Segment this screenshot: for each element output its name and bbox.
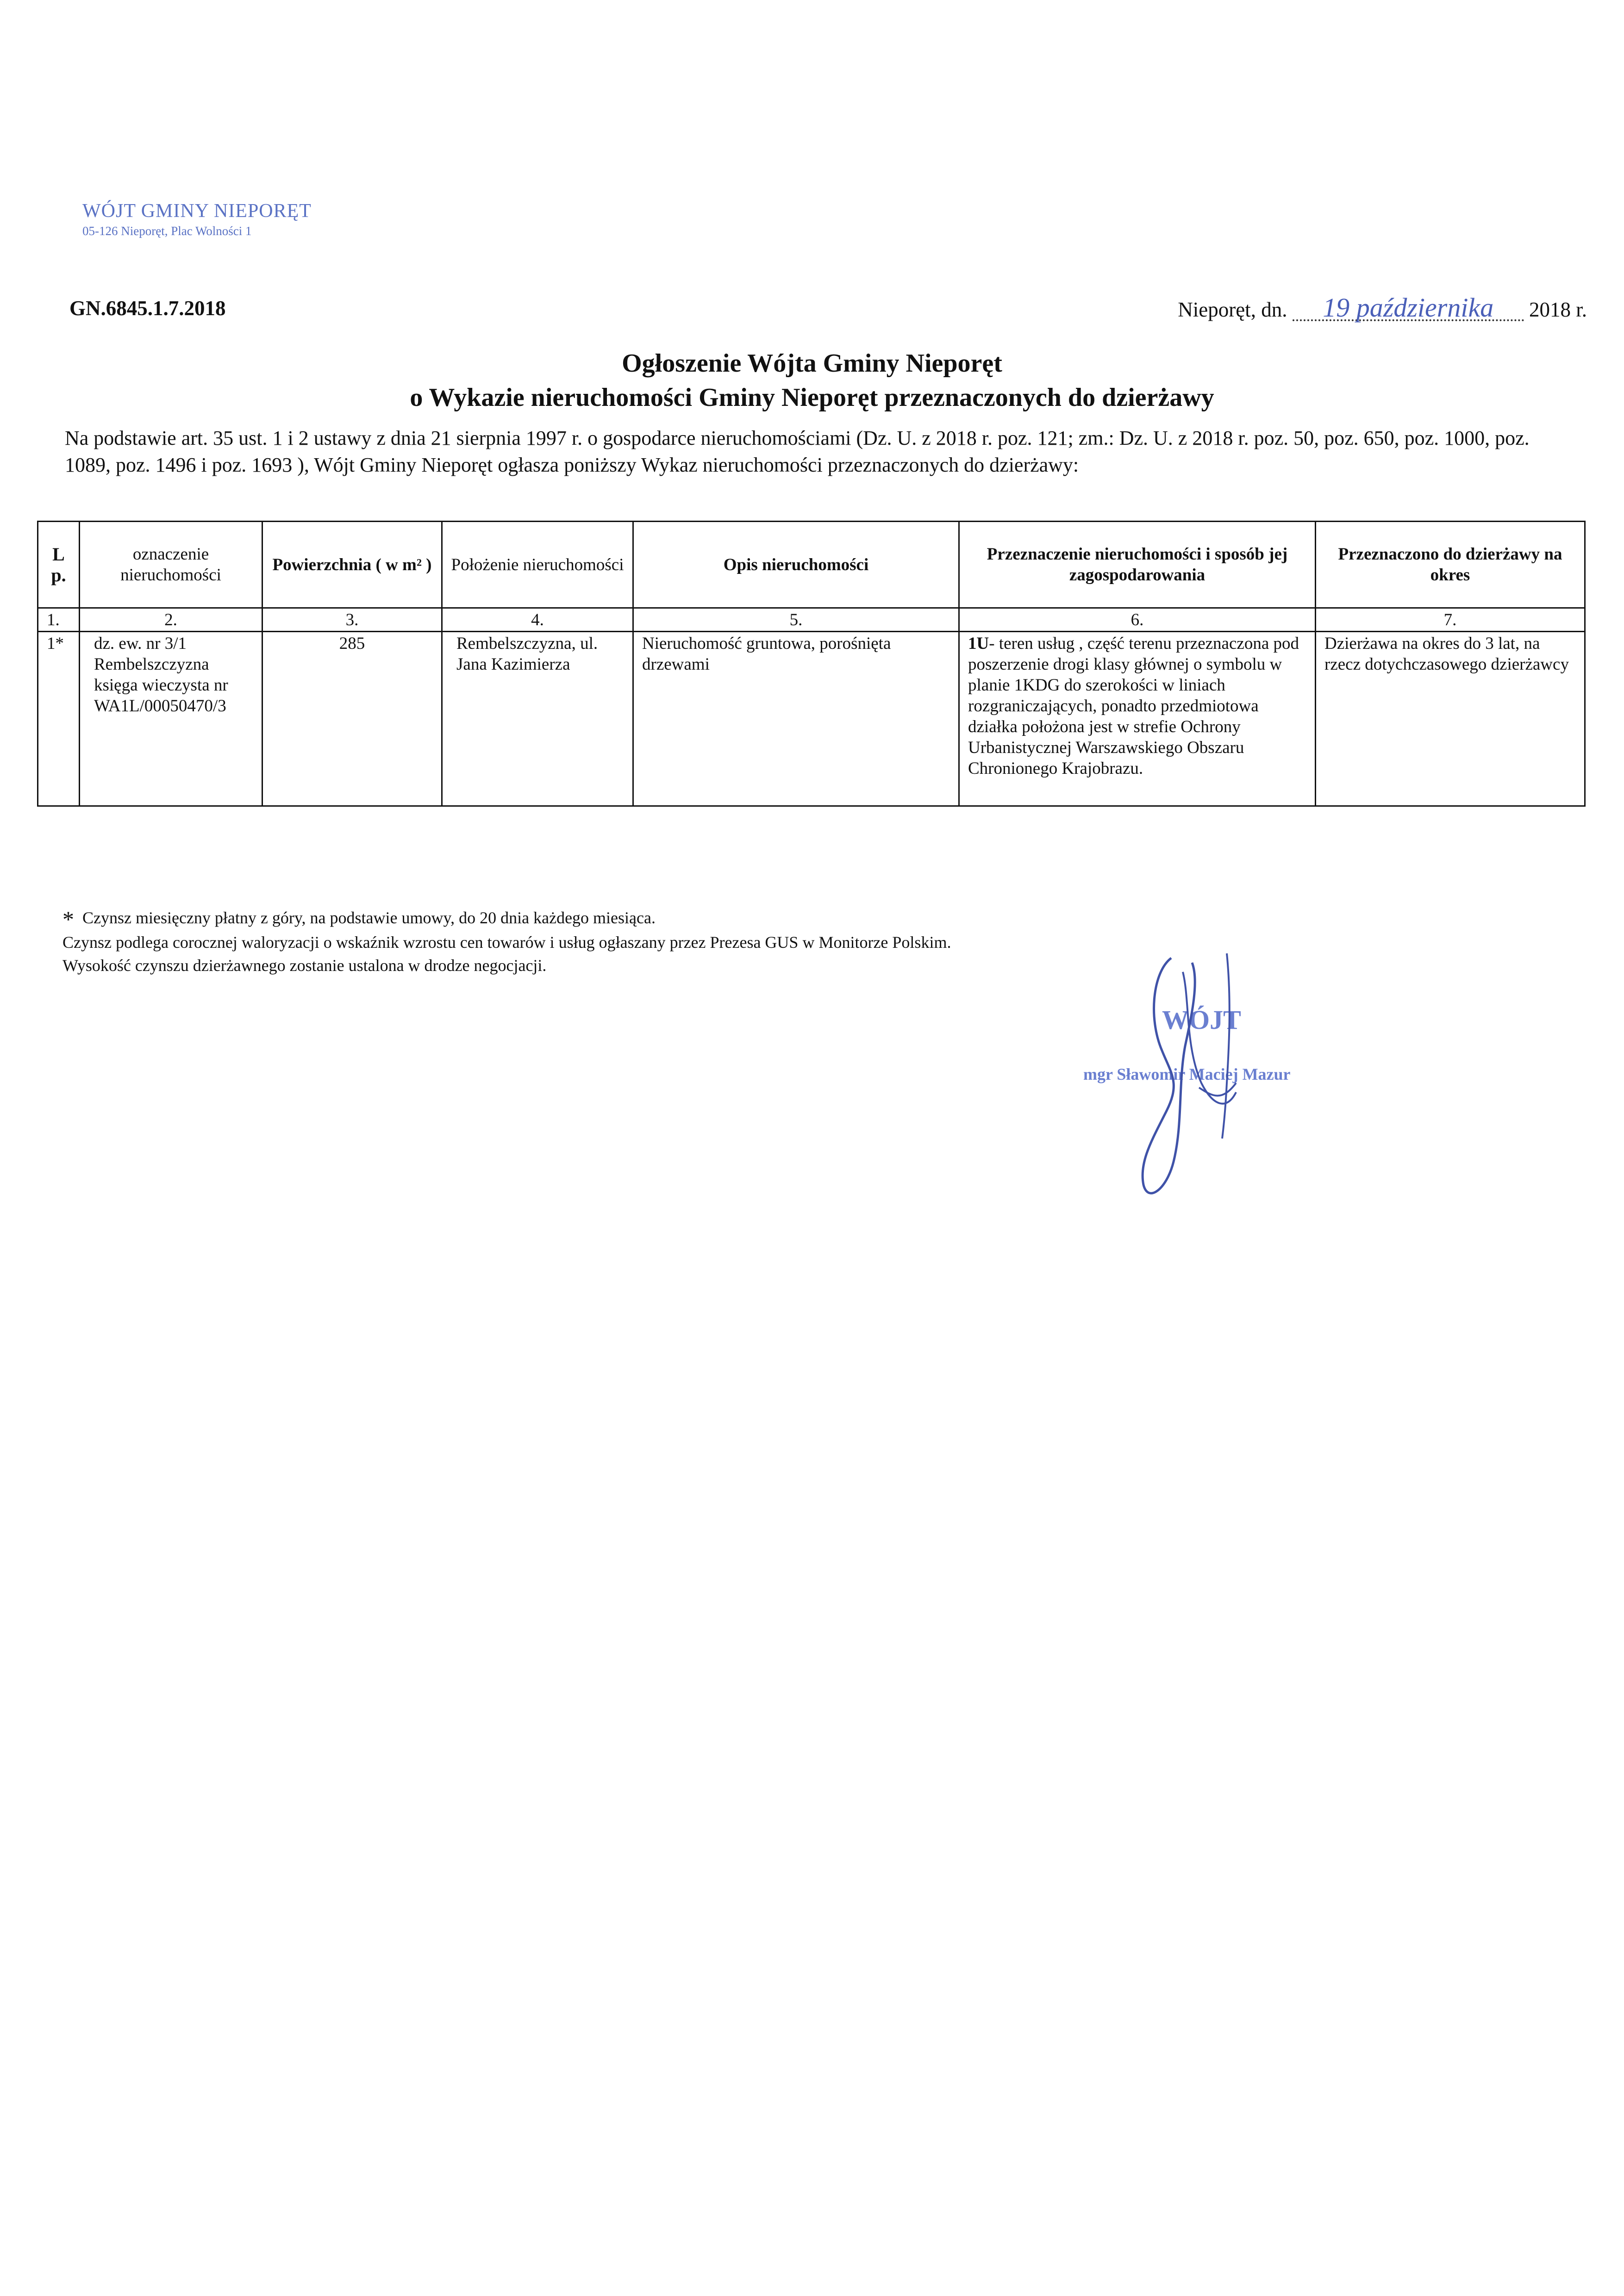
date-suffix: 2018 r.: [1529, 298, 1587, 321]
table-row: [38, 632, 1585, 806]
col-number: 4.: [442, 608, 633, 632]
intro-paragraph: Na podstawie art. 35 ust. 1 i 2 ustawy z dnia 21 sierpnia 1997 r. o gospodarce nieruchomościami (Dz. U. z 2018 r. poz. 121; zm.: Dz. U. z 2018 r. poz. 50, poz. 650, poz. 1000, poz. 1089, poz. 1496 i poz. 1693 ), Wójt Gminy Nieporęt ogłasza poniższy Wykaz nieruchomości przeznaczonych do dzierżawy:: [65, 427, 1530, 476]
signature-block: [1074, 944, 1398, 1203]
reference-number: GN.6845.1.7.2018: [69, 297, 226, 320]
cell-przeznaczenie: [959, 632, 1316, 806]
header-polozenie: Położenie nieruchomości: [442, 522, 633, 608]
document-date: [1178, 292, 1587, 323]
col-number: 7.: [1316, 608, 1585, 632]
col-number: 3.: [262, 608, 442, 632]
document-heading: [0, 346, 1624, 415]
footnote-line-1: Czynsz miesięczny płatny z góry, na podstawie umowy, do 20 dnia każdego miesiąca.: [82, 908, 656, 927]
cell-powierzchnia: 285: [262, 632, 442, 806]
footnote-line-3: Wysokość czynszu dzierżawnego zostanie ustalona w drodze negocjacji.: [62, 956, 547, 975]
header-lp: L p.: [38, 522, 80, 608]
date-handwritten: 19 października: [1293, 296, 1524, 321]
cell-polozenie: Rembelszczyzna, ul. Jana Kazimierza: [442, 632, 633, 806]
office-stamp: [82, 200, 312, 238]
header-oznaczenie: oznaczenie nieruchomości: [80, 522, 262, 608]
signature-name: mgr Sławomir Maciej Mazur: [1083, 1065, 1291, 1083]
property-table: [37, 521, 1586, 807]
footnotes: [62, 906, 951, 977]
handwritten-signature: [1074, 944, 1398, 1203]
zoning-code: 1U: [968, 634, 989, 653]
cell-oznaczenie: dz. ew. nr 3/1 Rembelszczyzna księga wieczysta nr WA1L/00050470/3: [80, 632, 262, 806]
footnote-line-2: Czynsz podlega corocznej waloryzacji o wskaźnik wzrostu cen towarów i usług ogłaszany przez Prezesa GUS w Monitorze Polskim.: [62, 933, 951, 952]
footnote-star: *: [62, 906, 74, 932]
heading-line-1: Ogłoszenie Wójta Gminy Nieporęt: [622, 349, 1002, 378]
table-number-row: [38, 608, 1585, 632]
header-opis: Opis nieruchomości: [633, 522, 959, 608]
cell-okres: Dzierżawa na okres do 3 lat, na rzecz dotychczasowego dzierżawcy: [1316, 632, 1585, 806]
cell-opis: Nieruchomość gruntowa, porośnięta drzewami: [633, 632, 959, 806]
stamp-title: WÓJT GMINY NIEPORĘT: [82, 200, 312, 222]
heading-line-2: o Wykazie nieruchomości Gminy Nieporęt przeznaczonych do dzierżawy: [410, 383, 1214, 412]
signature-title: WÓJT: [1162, 1005, 1241, 1035]
col-number: 5.: [633, 608, 959, 632]
table-header-row: [38, 522, 1585, 608]
header-okres: Przeznaczono do dzierżawy na okres: [1316, 522, 1585, 608]
cell-lp: 1*: [38, 632, 80, 806]
zoning-description: - teren usług , część terenu przeznaczona pod poszerzenie drogi klasy głównej o symbolu w planie 1KDG do szerokości w liniach rozgraniczających, ponadto przedmiotowa działka położona jest w strefie Ochrony Urbanistycznej Warszawskiego Obszaru Chronionego Krajobrazu.: [968, 634, 1299, 778]
date-prefix: Nieporęt, dn.: [1178, 298, 1287, 321]
header-przeznaczenie: Przeznaczenie nieruchomości i sposób jej zagospodarowania: [959, 522, 1316, 608]
col-number: 6.: [959, 608, 1316, 632]
col-number: 2.: [80, 608, 262, 632]
stamp-address: 05-126 Nieporęt, Plac Wolności 1: [82, 224, 252, 238]
col-number: 1.: [38, 608, 80, 632]
header-powierzchnia: Powierzchnia ( w m² ): [262, 522, 442, 608]
